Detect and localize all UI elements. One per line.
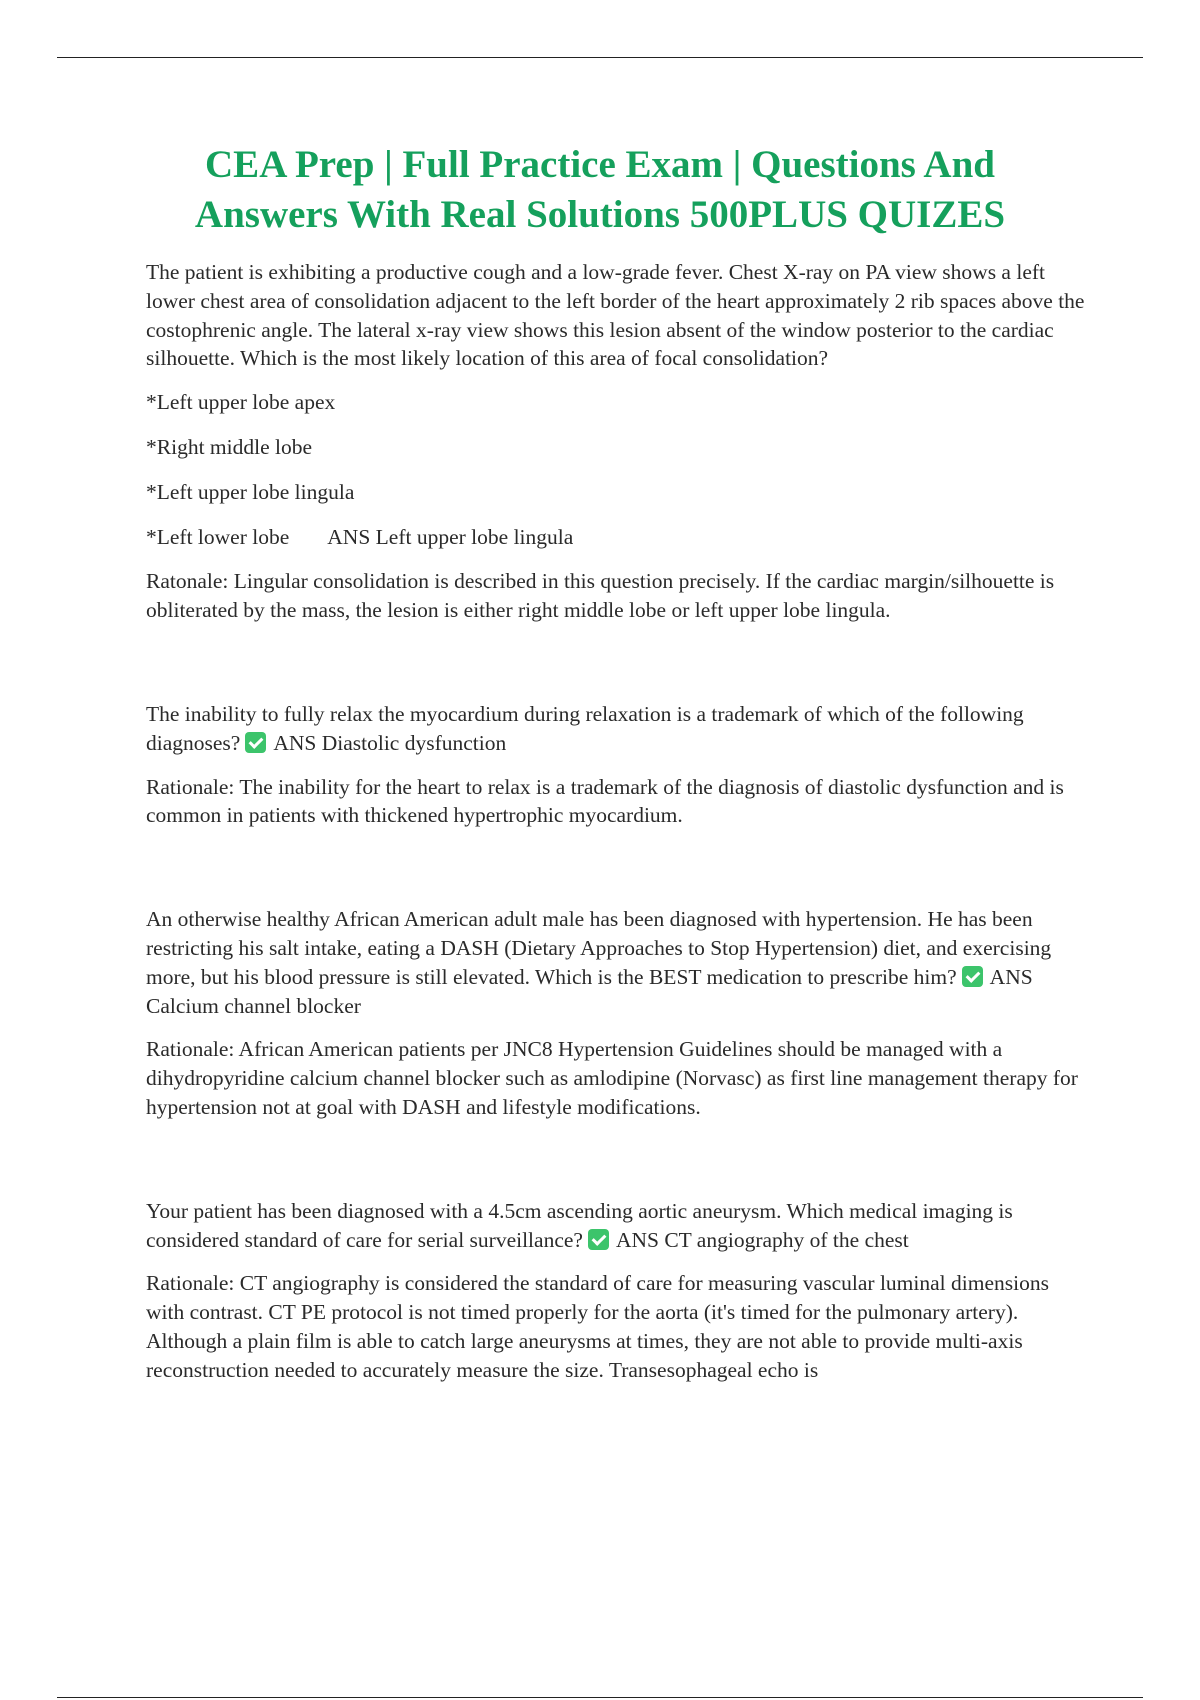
- rationale-text: Rationale: The inability for the heart to relax is a trademark of the diagnosis of diastolic dysfunction and is common in patients with thickened hypertrophic myocardium.: [146, 774, 1064, 828]
- bottom-rule: [57, 1697, 1143, 1698]
- answer-option-4-row: [146, 523, 1086, 552]
- rationale-text: Rationale: African American patients per JNC8 Hypertension Guidelines should be managed with a dihydropyridine calcium channel blocker such as amlodipine (Norvasc) as first line management therapy for hypertension not at goal with DASH and lifestyle modifications.: [146, 1037, 1078, 1119]
- section-spacer: [146, 1137, 1086, 1197]
- question-block-3: [146, 905, 1086, 1122]
- check-mark-icon: [245, 732, 266, 753]
- question-block-1: [146, 258, 1086, 625]
- answer-option-4: *Left lower lobe: [146, 524, 290, 549]
- section-spacer: [146, 845, 1086, 905]
- question-text: An otherwise healthy African American adult male has been diagnosed with hypertension. He has been restricting his salt intake, eating a DASH (Dietary Approaches to Stop Hypertension) diet, and exercising more, but his blood pressure is still elevated. Which is the BEST medication to prescribe him?: [146, 907, 1052, 989]
- answer-option-1: *Left upper lobe apex: [146, 390, 336, 415]
- top-rule: [57, 57, 1143, 58]
- check-mark-icon: [588, 1229, 609, 1250]
- rationale-text: Ratonale: Lingular consolidation is described in this question precisely. If the cardiac margin/silhouette is obliterated by the mass, the lesion is either right middle lobe or left upper lobe lingula.: [146, 569, 1055, 623]
- question-text: Your patient has been diagnosed with a 4.5cm ascending aortic aneurysm. Which medical imaging is considered standard of care for serial surveillance?: [146, 1198, 1013, 1252]
- question-with-answer: [146, 905, 1086, 1020]
- answer-text: ANS CT angiography of the chest: [615, 1227, 909, 1252]
- question-with-answer: [146, 700, 1086, 758]
- question-block-2: [146, 700, 1086, 830]
- section-spacer: [146, 640, 1086, 700]
- question-with-answer: [146, 1197, 1086, 1255]
- question-text: The inability to fully relax the myocardium during relaxation is a trademark of which of the following diagnoses?: [146, 701, 1024, 755]
- answer-text: ANS Left upper lobe lingula: [327, 524, 574, 549]
- rationale-text: Rationale: CT angiography is considered the standard of care for measuring vascular luminal dimensions with contrast. CT PE protocol is not timed properly for the aorta (it's timed for the pulmonary artery). Although a plain film is able to catch large aneurysms at times, they are not able to provide multi-axis reconstruction needed to accurately measure the size. Transesophageal echo is: [146, 1271, 1049, 1382]
- question-text: The patient is exhibiting a productive cough and a low-grade fever. Chest X-ray on PA view shows a left lower chest area of consolidation adjacent to the left border of the heart approximately 2 rib spaces above the costophrenic angle. The lateral x-ray view shows this lesion absent of the window posterior to the cardiac silhouette. Which is the most likely location of this area of focal consolidation?: [146, 260, 1085, 371]
- document-title: [100, 140, 1100, 240]
- answer-text: ANS Calcium channel blocker: [146, 964, 1033, 1018]
- answer-option-2: *Right middle lobe: [146, 434, 313, 459]
- question-block-4: [146, 1197, 1086, 1385]
- check-mark-icon: [962, 966, 983, 987]
- title-line-2: Answers With Real Solutions 500PLUS QUIZES: [194, 193, 1006, 236]
- document-body: [146, 258, 1086, 1400]
- title-line-1: CEA Prep | Full Practice Exam | Questions And: [205, 143, 995, 186]
- answer-option-3: *Left upper lobe lingula: [146, 479, 355, 504]
- answer-text: ANS Diastolic dysfunction: [273, 730, 507, 755]
